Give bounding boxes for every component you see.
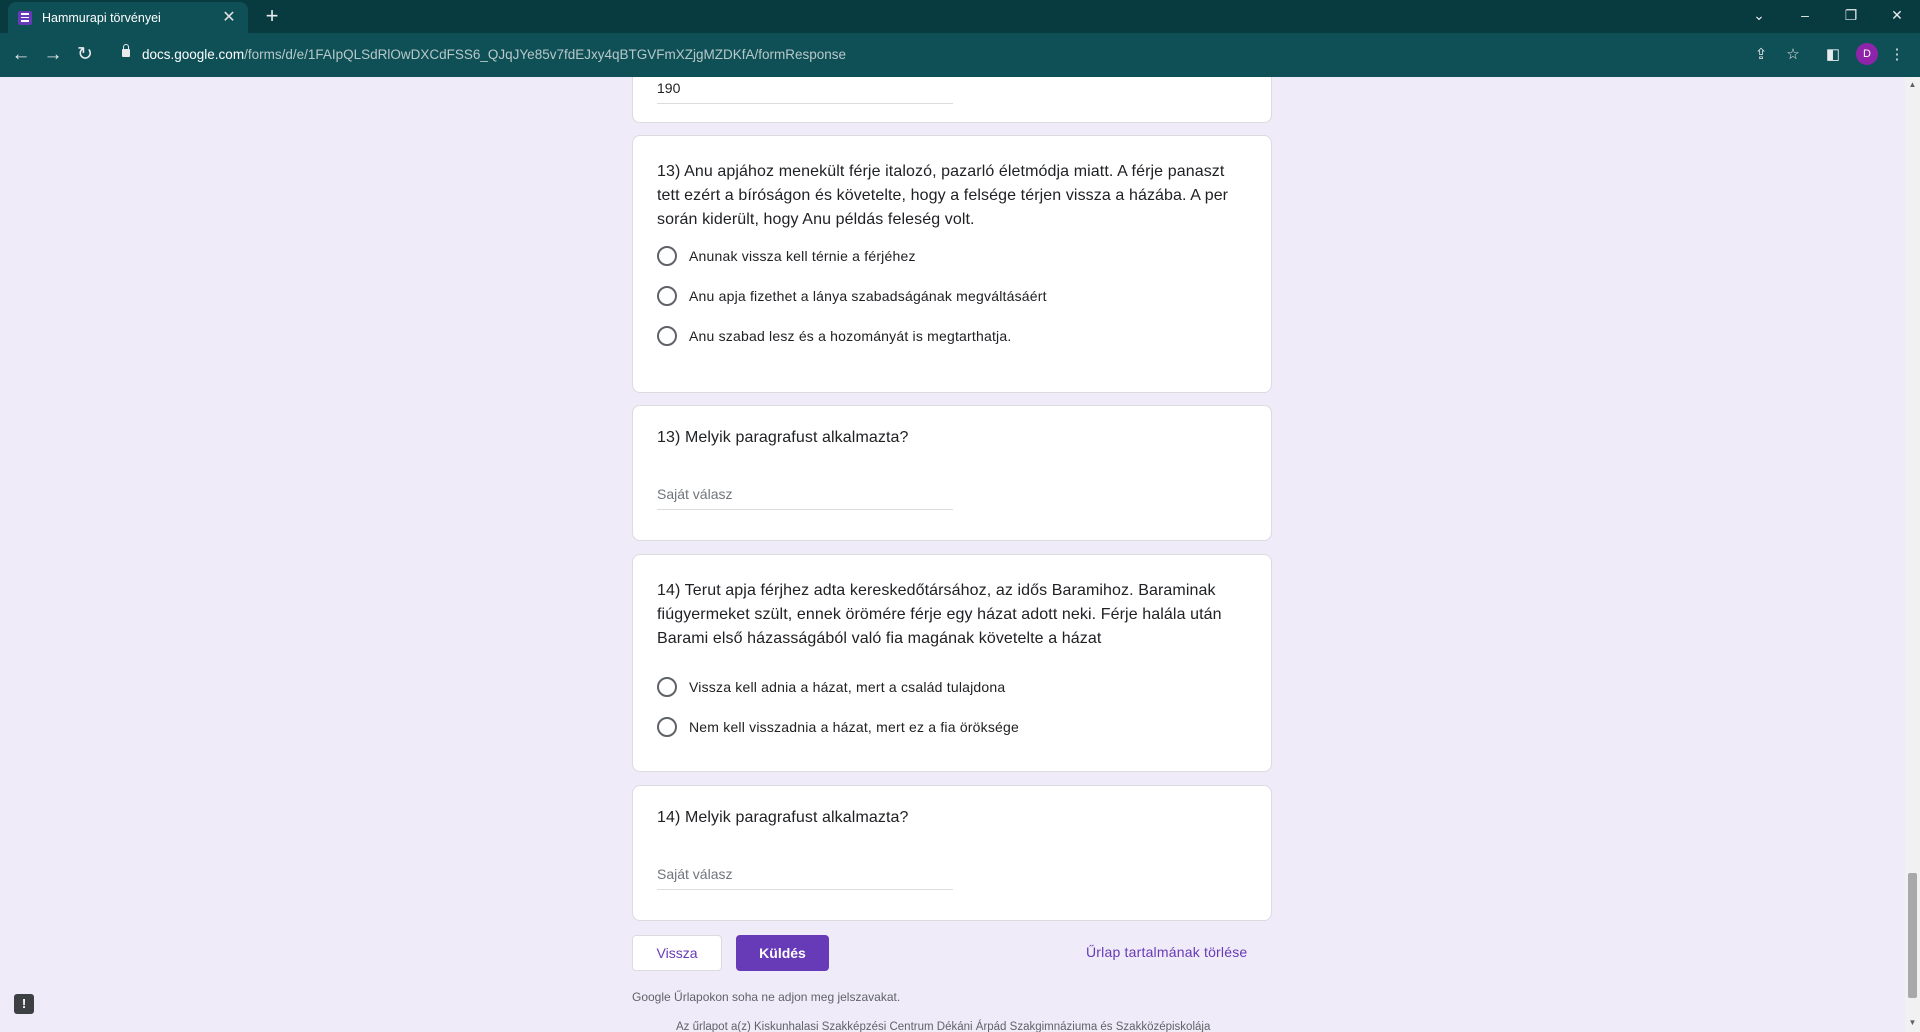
lock-icon bbox=[122, 49, 130, 57]
radio-button[interactable] bbox=[657, 246, 677, 266]
option-label: Anunak vissza kell térnie a férjéhez bbox=[689, 248, 916, 264]
minimize-icon[interactable]: – bbox=[1801, 7, 1809, 23]
paragraph-card-14 bbox=[632, 785, 1272, 921]
radio-option[interactable] bbox=[657, 675, 1005, 699]
reload-icon[interactable]: ↻ bbox=[77, 44, 93, 65]
share-icon[interactable]: ⇪ bbox=[1754, 46, 1768, 63]
short-answer-input[interactable] bbox=[657, 858, 953, 890]
question-card-13 bbox=[632, 135, 1272, 393]
restore-icon[interactable]: ❐ bbox=[1844, 7, 1858, 23]
radio-button[interactable] bbox=[657, 677, 677, 697]
option-label: Vissza kell adnia a házat, mert a család tulajdona bbox=[689, 679, 1006, 695]
tab-title: Hammurapi törvényei bbox=[42, 10, 161, 25]
question-text: 14) Melyik paragrafust alkalmazta? bbox=[657, 809, 909, 826]
previous-question-card bbox=[632, 77, 1272, 123]
tab-search-icon[interactable]: ⌄ bbox=[1753, 7, 1765, 23]
scroll-up-arrow-icon[interactable]: ▲ bbox=[1908, 80, 1917, 89]
scrollbar[interactable] bbox=[1905, 77, 1920, 1032]
radio-button[interactable] bbox=[657, 326, 677, 346]
question-text: 13) Melyik paragrafust alkalmazta? bbox=[657, 429, 909, 446]
forms-favicon-icon bbox=[18, 11, 32, 25]
option-label: Anu apja fizethet a lánya szabadságának megváltásáért bbox=[689, 288, 1047, 304]
report-abuse-icon[interactable]: ! bbox=[14, 994, 34, 1014]
option-label: Anu szabad lesz és a hozományát is megtarthatja. bbox=[689, 328, 1012, 344]
footer-text: Az űrlapot a(z) Kiskunhalasi Szakképzési Centrum Dékáni Árpád Szakgimnáziuma és Szakközépiskolája bbox=[676, 1021, 1211, 1032]
close-window-icon[interactable]: ✕ bbox=[1891, 7, 1903, 23]
answer-placeholder: Saját válasz bbox=[657, 866, 733, 882]
close-tab-icon[interactable]: ✕ bbox=[222, 8, 236, 26]
address-bar[interactable] bbox=[110, 39, 1790, 71]
side-panel-icon[interactable]: ◧ bbox=[1825, 46, 1841, 63]
browser-toolbar bbox=[0, 33, 1920, 77]
tab-strip bbox=[0, 0, 1920, 33]
previous-answer-value: 190 bbox=[657, 80, 681, 96]
option-label: Nem kell visszadnia a házat, mert ez a fia öröksége bbox=[689, 719, 1020, 735]
menu-kebab-icon[interactable]: ⋮ bbox=[1889, 46, 1905, 63]
form-page bbox=[0, 77, 1905, 1032]
clear-form-link[interactable]: Űrlap tartalmának törlése bbox=[1086, 944, 1248, 960]
url-host: docs.google.com bbox=[142, 47, 245, 62]
back-arrow-icon[interactable]: ← bbox=[11, 44, 31, 65]
short-answer-input[interactable] bbox=[657, 478, 953, 510]
question-text: 14) Terut apja férjhez adta kereskedőtársához, az idős Baramihoz. Baraminak fiúgyermeket szült, ennek örömére férje egy házat adott neki. Férje halála után Barami első házasságából való fia magának követelte a házat bbox=[657, 582, 1222, 647]
forward-arrow-icon[interactable]: → bbox=[43, 44, 63, 65]
radio-button[interactable] bbox=[657, 286, 677, 306]
back-button[interactable]: Vissza bbox=[632, 935, 722, 971]
scrollbar-thumb[interactable] bbox=[1908, 873, 1917, 998]
url-text bbox=[142, 47, 846, 62]
url-path: /forms/d/e/1FAIpQLSdRlOwDXCdFSS6_QJqJYe85v7fdEJxy4qBTGVFmXZjgMZDKfA/formResponse bbox=[244, 47, 847, 62]
browser-tab[interactable] bbox=[8, 2, 248, 33]
new-tab-icon[interactable]: + bbox=[265, 3, 279, 28]
paragraph-card-13 bbox=[632, 405, 1272, 541]
answer-placeholder: Saját válasz bbox=[657, 486, 733, 502]
radio-option[interactable] bbox=[657, 284, 1047, 308]
password-warning: Google Űrlapokon soha ne adjon meg jelszavakat. bbox=[632, 990, 901, 1004]
question-text: 13) Anu apjához menekült férje italozó, pazarló életmódja miatt. A férje panaszt tett ezért a bíróságon és követelte, hogy a felsége térjen vissza a házába. A per során kiderült, hogy Anu példás feleség volt. bbox=[657, 163, 1229, 228]
submit-button[interactable]: Küldés bbox=[736, 935, 829, 971]
previous-answer-field[interactable] bbox=[657, 77, 953, 104]
question-card-14 bbox=[632, 554, 1272, 772]
radio-option[interactable] bbox=[657, 244, 916, 268]
radio-option[interactable] bbox=[657, 715, 1019, 739]
scroll-down-arrow-icon[interactable]: ▼ bbox=[1908, 1018, 1917, 1027]
radio-option[interactable] bbox=[657, 324, 1011, 348]
bookmark-star-icon[interactable]: ☆ bbox=[1786, 46, 1800, 63]
radio-button[interactable] bbox=[657, 717, 677, 737]
profile-avatar[interactable]: D bbox=[1856, 43, 1878, 65]
